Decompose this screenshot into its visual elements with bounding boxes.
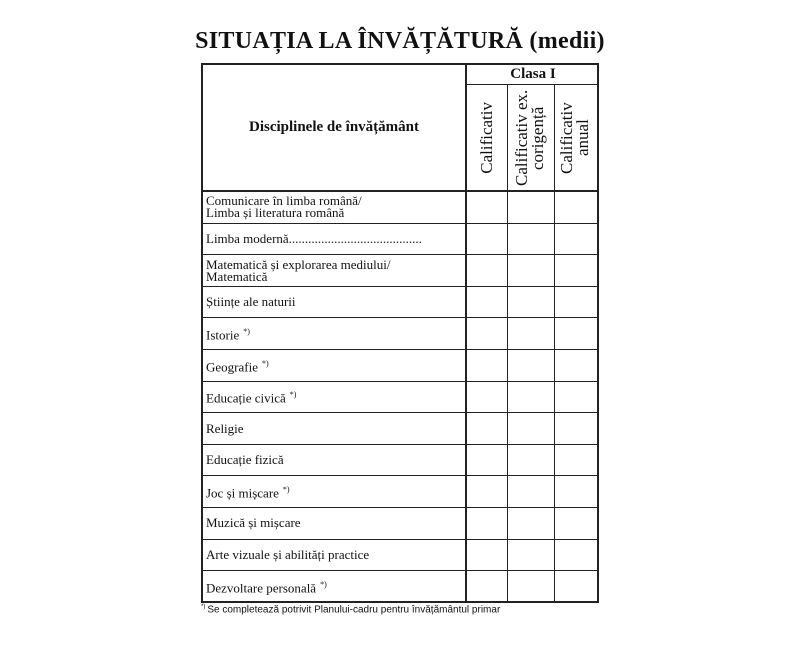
grade-cell-anual[interactable] [554,255,597,286]
grade-cell-anual[interactable] [554,571,597,603]
table-row [203,540,597,572]
subject-line: Comunicare în limba română/ [206,193,362,209]
table-row [203,508,597,540]
table-row [203,287,597,319]
grade-cell-anual[interactable] [554,413,597,444]
column-header-label: Calificativ ex. corigență [512,89,547,186]
grade-cell-corigenta[interactable] [507,540,554,571]
subject-line: Științe ale naturii [206,294,296,310]
footnote-mark: *) [282,485,290,495]
grade-cell-anual[interactable] [554,287,597,318]
table-row [203,382,597,414]
grade-cell-calificativ[interactable] [467,255,507,286]
grade-cell-calificativ[interactable] [467,476,507,507]
subject-line: Arte vizuale și abilități practice [206,547,370,562]
grade-cell-calificativ[interactable] [467,571,507,603]
subject-name [203,508,467,539]
grades-table [201,63,599,603]
subject-name [203,287,467,318]
page-title: SITUAȚIA LA ÎNVĂȚĂTURĂ (medii) [195,28,605,54]
grade-cell-corigenta[interactable] [507,192,554,223]
subject-name [203,192,467,223]
grade-cell-anual[interactable] [554,192,597,223]
subject-line: Limba și literatura română [206,205,345,221]
table-row [203,192,597,224]
grade-cell-calificativ[interactable] [467,508,507,539]
subject-line: Educație fizică [206,452,284,468]
subject-name [203,224,467,255]
subject-line: Muzică și mișcare [206,515,301,531]
grade-cell-calificativ[interactable] [467,445,507,476]
grade-cell-corigenta[interactable] [507,445,554,476]
subject-name [203,318,467,349]
footnote-mark: *) [261,358,269,368]
grade-cell-calificativ[interactable] [467,318,507,349]
subject-name [203,571,467,603]
subject-name [203,540,467,571]
subject-name [203,350,467,381]
table-row [203,224,597,256]
grade-cell-calificativ[interactable] [467,350,507,381]
subject-line: Limba modernă......................................... [206,230,422,246]
subject-line: Matematică și explorarea mediului/ [206,256,391,272]
grade-cell-corigenta[interactable] [507,571,554,603]
footnote-text: Se completează potrivit Planului-cadru pentru învățământul primar [207,604,501,616]
footnote-mark: *) [320,580,327,590]
grade-cell-corigenta[interactable] [507,350,554,381]
subject-rows [203,192,597,603]
subject-name [203,382,467,413]
grade-cell-corigenta[interactable] [507,224,554,255]
table-row [203,318,597,350]
grade-cell-corigenta[interactable] [507,287,554,318]
grade-cell-corigenta[interactable] [507,318,554,349]
grade-cell-calificativ[interactable] [467,224,507,255]
subject-name [203,255,467,286]
column-header-label: Calificativ anual [557,101,592,174]
table-row [203,476,597,508]
subject-name [203,476,467,507]
grade-cell-corigenta[interactable] [507,382,554,413]
footnote-mark: *) [201,604,206,610]
footnote-mark: *) [243,327,250,337]
column-header-calificativ [467,85,507,192]
grade-cell-calificativ[interactable] [467,540,507,571]
subject-line: Joc și mișcare [206,485,279,501]
grade-cell-anual[interactable] [554,508,597,539]
column-header-anual [554,85,597,192]
grade-cell-anual[interactable] [554,540,597,571]
subject-line: Educație civică [206,390,286,406]
subject-line: Geografie [206,359,258,375]
grade-cell-corigenta[interactable] [507,413,554,444]
grade-cell-anual[interactable] [554,445,597,476]
grade-cell-corigenta[interactable] [507,476,554,507]
footnote [201,604,500,615]
grade-cell-anual[interactable] [554,224,597,255]
grade-cell-calificativ[interactable] [467,413,507,444]
grade-cell-anual[interactable] [554,476,597,507]
grade-cell-anual[interactable] [554,350,597,381]
grade-cell-anual[interactable] [554,382,597,413]
grade-cell-corigenta[interactable] [507,255,554,286]
subjects-header: Disciplinele de învățământ [203,65,467,192]
grade-cell-calificativ[interactable] [467,192,507,223]
table-row [203,413,597,445]
subject-line: Dezvoltare personală [206,580,317,596]
grade-cell-calificativ[interactable] [467,287,507,318]
subject-line: Istorie [206,327,240,343]
grade-cell-corigenta[interactable] [507,508,554,539]
table-row [203,350,597,382]
subject-name [203,413,467,444]
table-row [203,571,597,603]
column-header-corigenta [507,85,554,192]
subject-line: Religie [206,420,244,436]
table-row [203,255,597,287]
table-row [203,445,597,477]
subject-line: Matematică [206,268,268,284]
column-header-label: Calificativ [477,101,496,174]
class-header: Clasa I [467,65,599,85]
grade-cell-anual[interactable] [554,318,597,349]
footnote-mark: *) [289,390,297,400]
subject-name [203,445,467,476]
grade-cell-calificativ[interactable] [467,382,507,413]
